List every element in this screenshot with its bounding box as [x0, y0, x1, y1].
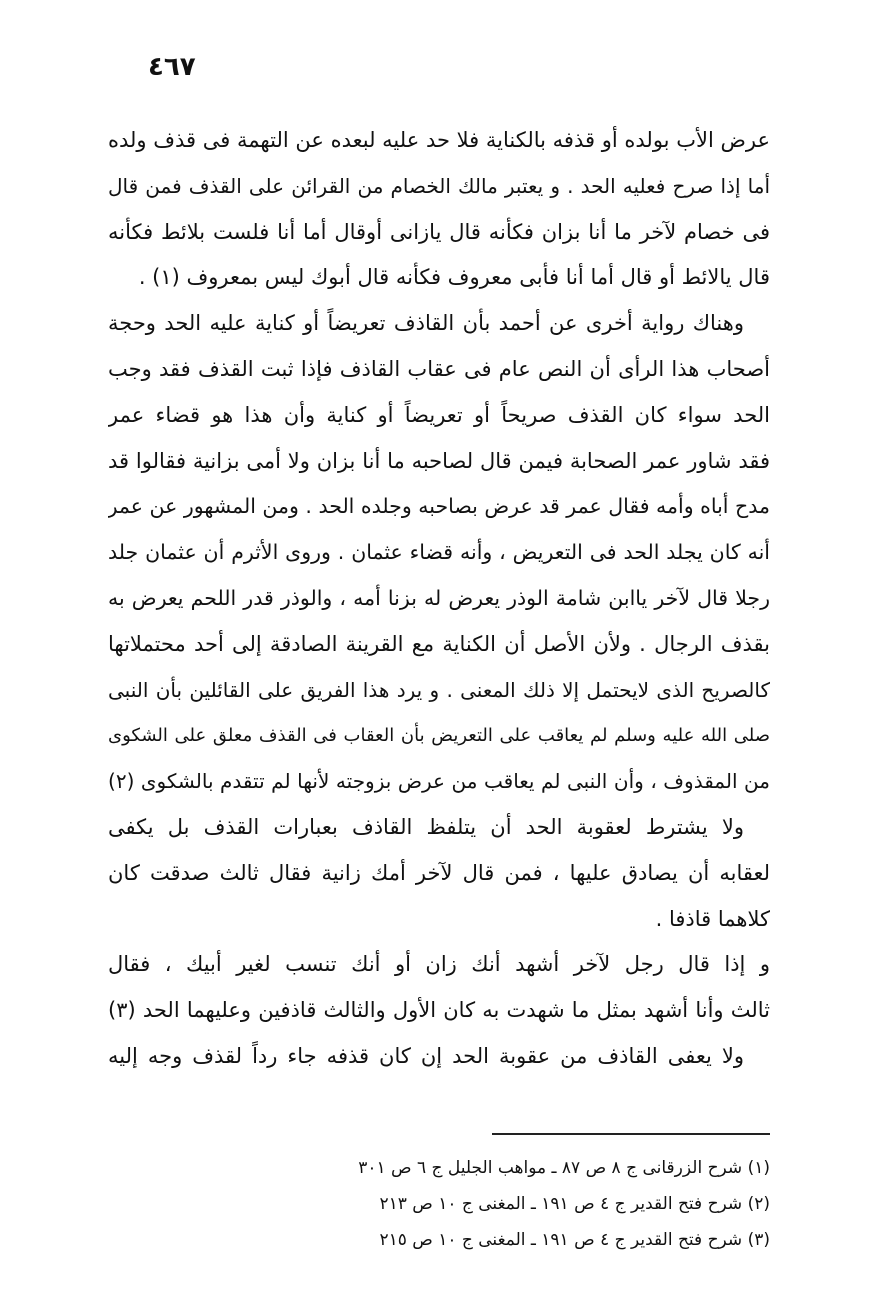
text-line: مدح أباه وأمه فقال عمر قد عرض بصاحبه وجلده الحد . ومن المشهور عن عمر	[108, 494, 770, 519]
footnote-divider	[492, 1133, 770, 1135]
footnote: (٣) شرح فتح القدير ج ٤ ص ١٩١ ـ المغنى ج ١٠ ص ٢١٥	[379, 1230, 770, 1250]
main-text	[108, 118, 770, 1080]
text-line: و إذا قال رجل لآخر أشهد أنك زان أو أنك تنسب لغير أبيك ، فقال	[108, 952, 770, 977]
text-line: قال يالائط أو قال أما أنا فأبى معروف فكأنه قال أبوك ليس بمعروف (١) .	[138, 265, 770, 290]
text-line: لعقابه أن يصادق عليها ، فمن قال لآخر أمك زانية فقال ثالث صدقت كان	[108, 860, 770, 885]
text-line: صلى الله عليه وسلم لم يعاقب على التعريض بأن العقاب فى القذف معلق على الشكوى	[108, 725, 770, 747]
text-line: بقذف الرجال . ولأن الأصل أن الكناية مع القرينة الصادقة إلى أحد محتملاتها	[108, 631, 770, 656]
footnotes	[230, 1150, 770, 1258]
page-number: ٤٦٧	[148, 52, 196, 82]
text-line: من المقذوف ، وأن النبى لم يعاقب من عرض بزوجته لأنها لم تتقدم بالشكوى (٢)	[108, 769, 770, 794]
text-line: وهناك رواية أخرى عن أحمد بأن القاذف تعريضاً أو كناية عليه الحد وحجة	[108, 311, 744, 336]
text-line: أما إذا صرح فعليه الحد . و يعتبر مالك الخصام من القرائن على القذف فمن قال	[108, 173, 770, 198]
text-line: أنه كان يجلد الحد فى التعريض ، وأنه قضاء عثمان . وروى الأثرم أن عثمان جلد	[108, 540, 770, 565]
text-line: رجلا قال لآخر ياابن شامة الوذر يعرض له بزنا أمه ، والوذر قدر اللحم يعرض به	[108, 585, 770, 610]
text-line: أصحاب هذا الرأى أن النص عام فى عقاب القاذف فإذا ثبت القذف فقد وجب	[108, 356, 770, 381]
text-line: الحد سواء كان القذف صريحاً أو تعريضاً أو كناية وأن هذا هو قضاء عمر	[108, 402, 770, 427]
text-line: ولا يعفى القاذف من عقوبة الحد إن كان قذفه جاء رداً لقذف وجه إليه	[108, 1043, 744, 1068]
text-line: فقد شاور عمر الصحابة فيمن قال لصاحبه ما أنا بزان ولا أمى بزانية فقالوا قد	[108, 448, 770, 473]
text-line: كالصريح الذى لايحتمل إلا ذلك المعنى . و يرد هذا الفريق على القائلين بأن النبى	[108, 677, 770, 702]
text-line: ثالث وأنا أشهد بمثل ما شهدت به كان الأول والثالث قاذفين وعليهما الحد (٣)	[108, 998, 770, 1023]
text-line: عرض الأب بولده أو قذفه بالكناية فلا حد عليه لبعده عن التهمة فى قذف ولده	[108, 128, 770, 152]
footnote: (١) شرح الزرقانى ج ٨ ص ٨٧ ـ مواهب الجليل ج ٦ ص ٣٠١	[358, 1158, 770, 1178]
footnote: (٢) شرح فتح القدير ج ٤ ص ١٩١ ـ المغنى ج ١٠ ص ٢١٣	[379, 1194, 770, 1214]
text-line: فى خصام لآخر ما أنا بزان فكأنه قال يازانى أوقال أما أنا فلست بلائط فكأنه	[108, 219, 770, 244]
text-line: ولا يشترط لعقوبة الحد أن يتلفظ القاذف بعبارات القذف بل يكفى	[108, 814, 744, 839]
text-line: كلاهما قاذفا .	[655, 906, 770, 931]
